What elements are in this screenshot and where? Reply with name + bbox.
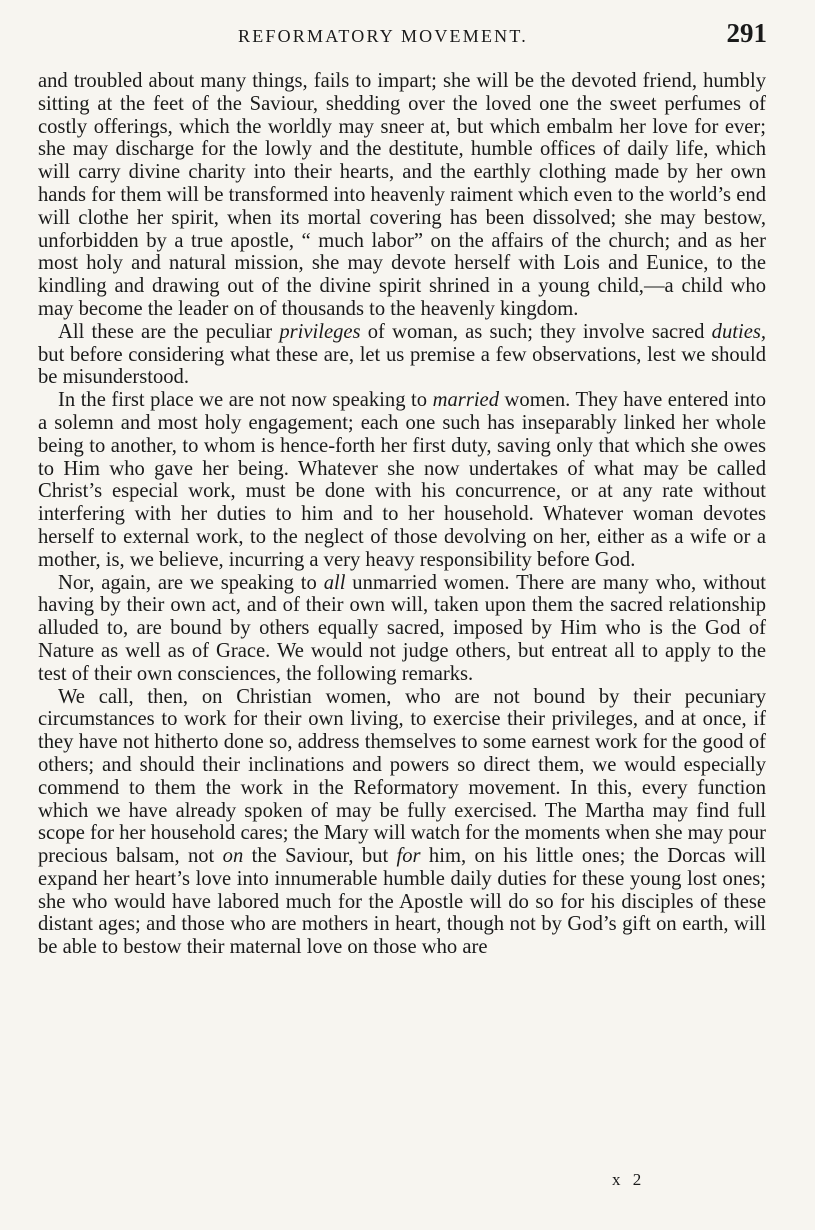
text-run: the Saviour, but <box>243 845 397 868</box>
italic-text: on <box>222 845 244 868</box>
text-run: him, on his little ones; the Dorcas will expand her heart’s love into innumerable humble daily duties for these young lost ones; she who would have labored much for the Apostle will do so for his disciples of these distant ages; and those who are mothers in heart, though not by God’s gift on earth, will be able to bestow their maternal love on those who are <box>38 845 766 959</box>
italic-text: privileges <box>279 320 361 343</box>
text-run: In the first place we are not now speaking to <box>58 389 433 412</box>
paragraph <box>38 389 766 571</box>
body-text <box>38 70 766 959</box>
page-header <box>0 18 815 58</box>
italic-text: for <box>396 845 421 868</box>
paragraph <box>38 572 766 686</box>
text-run: of woman, as such; they involve sacred <box>360 320 712 343</box>
italic-text: all <box>323 571 346 594</box>
text-run: We call, then, on Christian women, who are not bound by their pecuniary circumstances to work for their own living, to exercise their privileges, and at once, if they have not hitherto done so, address themselves to some earnest work for the good of others; and should their inclinations and powers so direct them, we would especially commend to them the work in the Reformatory movement. In this, every function which we have already spoken of may be fully exercised. The Martha may find full scope for her household cares; the Mary will watch for the moments when she may pour precious balsam, not <box>38 685 767 868</box>
text-run: unmarried women. There are many who, without having by their own act, and of their own will, taken upon them the sacred relationship alluded to, are bound by others equally sacred, imposed by Him who is the God of Nature as well as of Grace. We would not judge others, but entreat all to apply to the test of their own consciences, the following remarks. <box>38 571 766 685</box>
text-run: and troubled about many things, fails to impart; she will be the devoted friend, humbly sitting at the feet of the Saviour, shedding over the loved one the sweet perfumes of costly offerings, which the worldly may sneer at, but which embalm her love for ever; she may discharge for the lowly and the destitute, humble offices of daily life, which will carry divine charity into their hearts, and the earthly clothing made by her own hands for them will be transformed into heavenly raiment which even to the world’s end will clothe her spirit, when its mortal covering has been dissolved; she may bestow, unforbidden by a true apostle, “ much labor” on the affairs of the church; and as her most holy and natural mission, she may devote herself with Lois and Eunice, to the kindling and drawing out of the divine spirit shrined in a young child,—a child who may become the leader on of thousands to the heavenly kingdom. <box>38 70 766 320</box>
page-number: 291 <box>726 18 767 48</box>
text-run: women. They have entered into a solemn and most holy engagement; each one such has inseparably linked her whole being to another, to whom is hence-forth her first duty, saving only that which she owes to Him who gave her being. Whatever she now undertakes of what may be called Christ’s especial work, must be done with his concurrence, or at any rate without interfering with her duties to him and to her household. Whatever woman devotes herself to external work, to the neglect of those devolving on her, either as a wife or a mother, is, we believe, incurring a very heavy responsibility before God. <box>38 389 766 571</box>
italic-text: duties, <box>711 320 766 343</box>
text-run: Nor, again, are we speaking to <box>58 571 324 594</box>
text-run: but before considering what these are, let us premise a few observations, lest we should be misunderstood. <box>38 343 766 389</box>
signature-mark: x 2 <box>612 1170 646 1189</box>
running-head: REFORMATORY MOVEMENT. <box>238 26 528 46</box>
paragraph <box>38 70 766 321</box>
paragraph <box>38 686 766 960</box>
paragraph <box>38 321 766 389</box>
text-run: All these are the peculiar <box>58 320 280 343</box>
italic-text: married <box>432 389 499 412</box>
